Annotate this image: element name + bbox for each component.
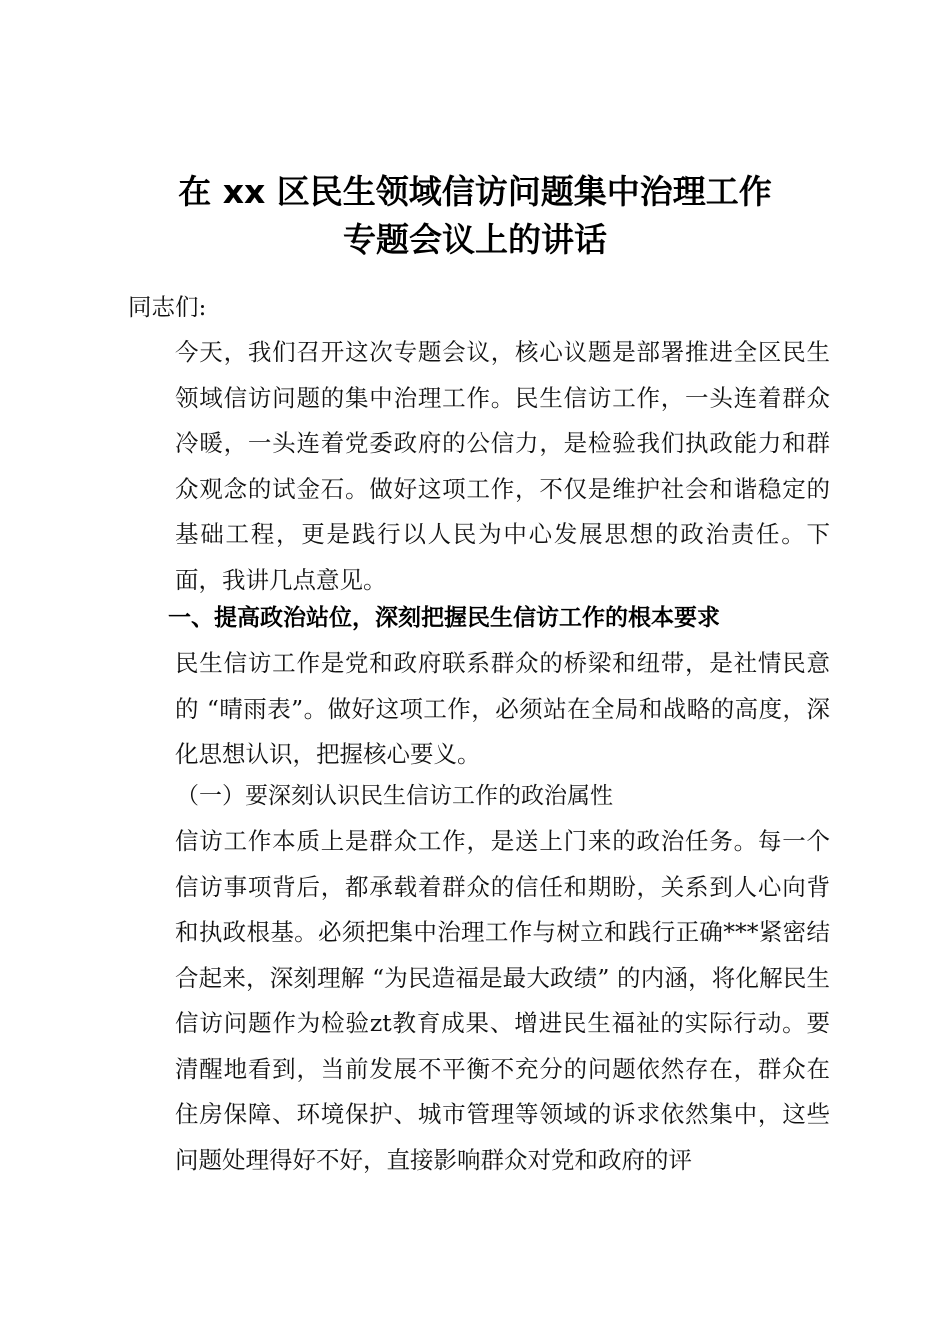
document-title-line-2: 专题会议上的讲话 bbox=[343, 220, 607, 259]
paragraph-intro-text: 今天，我们召开这次专题会议，核心议题是部署推进全区民生领域信访问题的集中治理工作。民生信访工作，一头连着群众冷暖，一头连着党委政府的公信力，是检验我们执政能力和群众观念的试金石。做好这项工作，不仅是维护社会和谐稳定的基础工程，更是践行以人民为中心发展思想的政治责任。下面，我讲几点意见。 bbox=[175, 338, 830, 594]
paragraph-section-1 bbox=[128, 641, 830, 778]
subsection-heading-1: （一）要深刻认识民生信访工作的政治属性 bbox=[176, 783, 613, 809]
paragraph-subsection-1 bbox=[128, 819, 830, 1183]
paragraph-section-1-text: 民生信访工作是党和政府联系群众的桥梁和纽带，是社情民意的 “晴雨表”。做好这项工作，必须站在全局和战略的高度，深化思想认识，把握核心要义。 bbox=[175, 649, 830, 768]
section-heading-1: 一、提高政治站位，深刻把握民生信访工作的根本要求 bbox=[168, 605, 720, 631]
paragraph-intro bbox=[128, 330, 830, 603]
document-title-line-1: 在 xx 区民生领域信访问题集中治理工作 bbox=[178, 172, 772, 211]
paragraph-subsection-1-text: 信访工作本质上是群众工作，是送上门来的政治任务。每一个信访事项背后，都承载着群众的信任和期盼，关系到人心向背和执政根基。必须把集中治理工作与树立和践行正确***紧密结合起来，深刻理解 “为民造福是最大政绩” 的内涵，将化解民生信访问题作为检验zt教育成果、增进民生福祉的实际行动。要清醒地看到，当前发展不平衡不充分的问题依然存在，群众在住房保障、环境保护、城市管理等领域的诉求依然集中，这些问题处理得好不好，直接影响群众对党和政府的评 bbox=[175, 827, 830, 1174]
salutation: 同志们: bbox=[128, 293, 207, 321]
